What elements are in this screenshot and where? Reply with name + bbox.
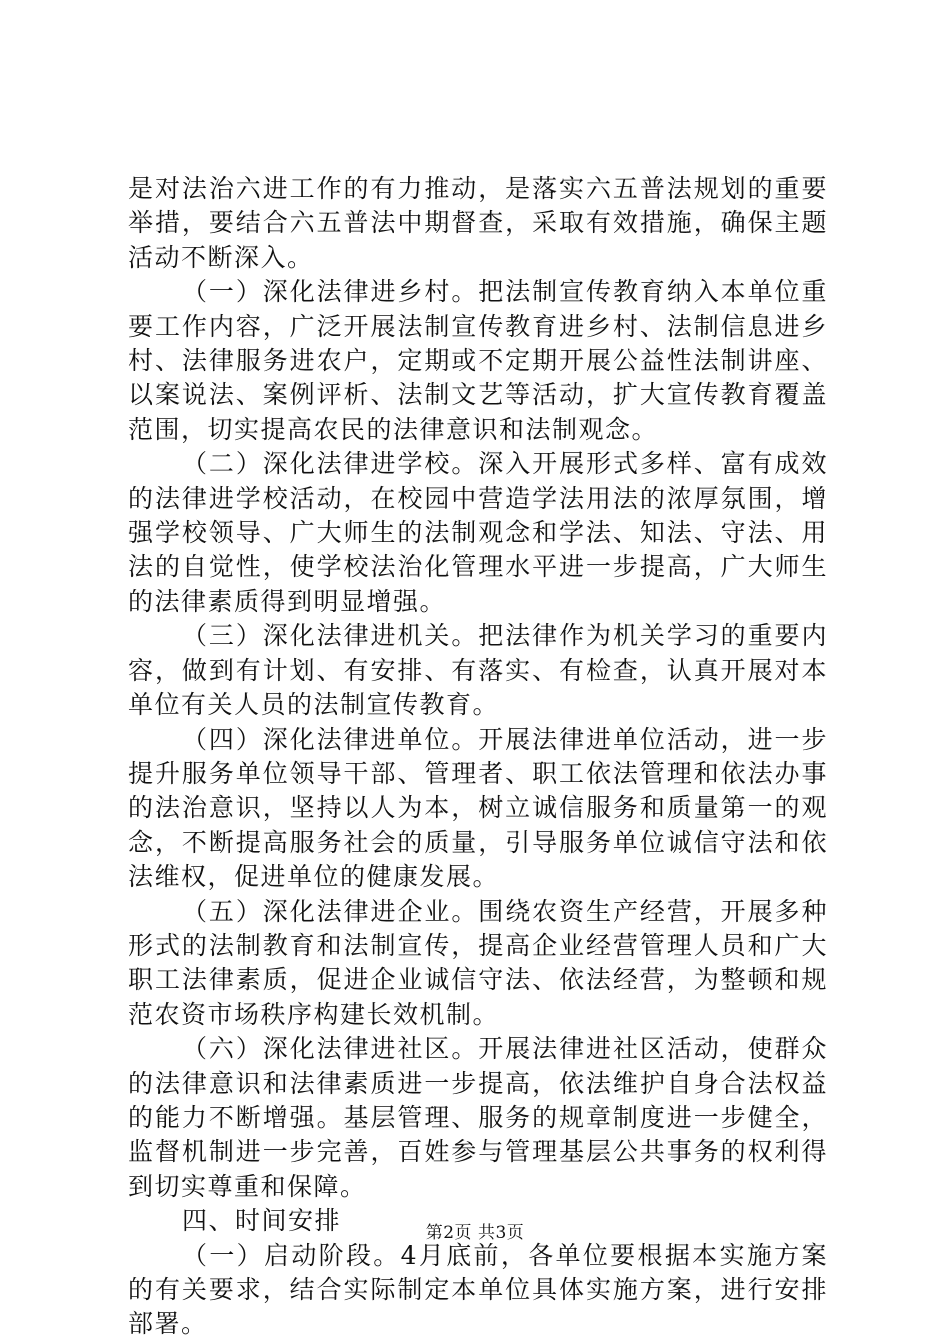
paragraph-agency-law: （三）深化法律进机关。把法律作为机关学习的重要内容，做到有计划、有安排、有落实、有检查，认真开展对本单位有关人员的法制宣传教育。 xyxy=(128,621,828,720)
document-body xyxy=(128,172,828,1342)
paragraph-continuation: 是对法治六进工作的有力推动，是落实六五普法规划的重要举措，要结合六五普法中期督查，采取有效措施，确保主题活动不断深入。 xyxy=(128,174,828,272)
section-heading-schedule: 四、时间安排 xyxy=(182,1206,342,1236)
paragraph-launch-stage: （一）启动阶段。4月底前，各单位要根据本实施方案的有关要求，结合实际制定本单位具体实施方案，进行安排部署。 xyxy=(128,1240,828,1339)
paragraph-unit-law: （四）深化法律进单位。开展法律进单位活动，进一步提升服务单位领导干部、管理者、职工依法管理和依法办事的法治意识，坚持以人为本，树立诚信服务和质量第一的观念，不断提高服务社会的质量，引导服务单位诚信守法和依法维权，促进单位的健康发展。 xyxy=(128,724,828,892)
paragraph-rural-law: （一）深化法律进乡村。把法制宣传教育纳入本单位重要工作内容，广泛开展法制宣传教育进乡村、法制信息进乡村、法律服务进农户，定期或不定期开展公益性法制讲座、以案说法、案例评析、法制文艺等活动，扩大宣传教育覆盖范围，切实提高农民的法律意识和法制观念。 xyxy=(128,277,828,444)
paragraph-community-law: （六）深化法律进社区。开展法律进社区活动，使群众的法律意识和法律素质进一步提高，依法维护自身合法权益的能力不断增强。基层管理、服务的规章制度进一步健全，监督机制进一步完善，百姓参与管理基层公共事务的权利得到切实尊重和保障。 xyxy=(128,1034,828,1201)
page-number-footer: 第2页 共3页 xyxy=(425,1223,525,1243)
paragraph-enterprise-law: （五）深化法律进企业。围绕农资生产经营，开展多种形式的法制教育和法制宣传，提高企业经营管理人员和广大职工法律素质，促进企业诚信守法、依法经营，为整顿和规范农资市场秩序构建长效机制。 xyxy=(128,896,828,1029)
paragraph-school-law: （二）深化法律进学校。深入开展形式多样、富有成效的法律进学校活动，在校园中营造学法用法的浓厚氛围，增强学校领导、广大师生的法制观念和学法、知法、守法、用法的自觉性，使学校法治化管理水平进一步提高，广大师生的法律素质得到明显增强。 xyxy=(128,449,828,616)
